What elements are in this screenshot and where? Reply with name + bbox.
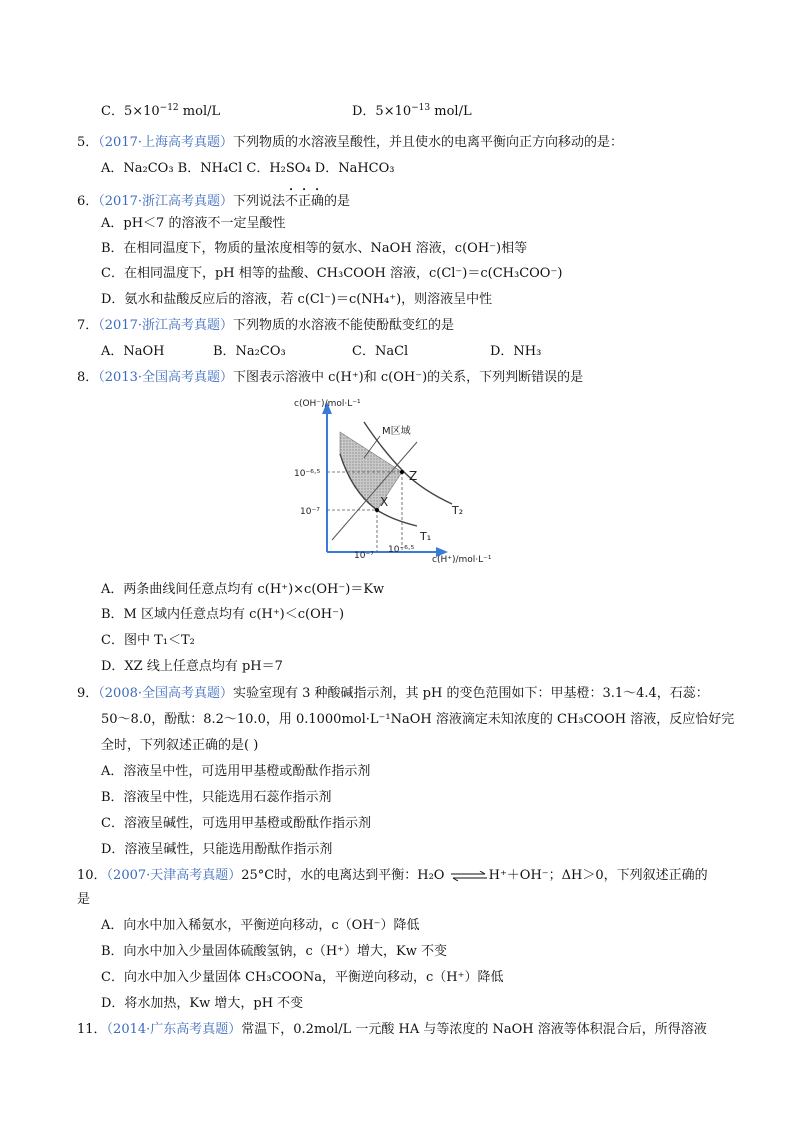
m-region — [340, 432, 402, 510]
q4-option-c: C．$5\times 10^{-12}$ mol/L — [101, 103, 221, 119]
question-9-option-d: D．溶液呈碱性，只能选用酚酞作指示剂 — [101, 842, 333, 857]
question-9-stem: 9．（2008·全国高考真题）实验室现有 3 种酸碱指示剂，其 pH 的变色范围如下：甲基橙：3.1～4.4，石蕊： — [77, 686, 709, 701]
curve-t1-label: T₁ — [420, 530, 432, 543]
question-10-option-a: A．向水中加入稀氨水，平衡逆向移动，c（OH⁻）降低 — [101, 918, 420, 933]
question-10-option-d: D．将水加热，Kw 增大，pH 不变 — [101, 996, 304, 1011]
question-11-stem: 11．（2014·广东高考真题）常温下，0.2mol/L 一元酸 HA 与等浓度的 NaOH 溶液等体积混合后，所得溶液 — [77, 1022, 707, 1037]
x-axis-label: c(H⁺)/mol·L⁻¹ — [432, 555, 492, 565]
question-10-stem: 10．（2007·天津高考真题）25°C时，水的电离达到平衡：H₂O H⁺＋OH⁻；ΔH＞0，下列叙述正确的 — [77, 868, 708, 883]
point-z-label: Z — [409, 469, 418, 483]
question-9-stem-line2: 50～8.0，酚酞：8.2～10.0，用 0.1000mol·L⁻¹NaOH 溶液滴定未知浓度的 CH₃COOH 溶液，反应恰好完 — [101, 712, 735, 727]
question-7-option-a: A．NaOH — [101, 344, 165, 359]
question-5-stem: 5．（2017·上海高考真题）下列物质的水溶液呈酸性，并且使水的电离平衡向正方向移动的是： — [77, 135, 624, 150]
question-10-option-c: C．向水中加入少量固体 CH₃COONa，平衡逆向移动，c（H⁺）降低 — [101, 970, 504, 985]
question-7-stem: 7．（2017·浙江高考真题）下列物质的水溶液不能使酚酞变红的是 — [77, 318, 455, 333]
point-x-label: X — [380, 495, 389, 509]
curve-t2-label: T₂ — [452, 504, 464, 517]
equilibrium-arrows-icon — [449, 871, 489, 881]
point-x — [375, 508, 379, 512]
question-7-option-c: C．NaCl — [352, 344, 409, 359]
ion-product-diagram — [292, 392, 512, 570]
question-6-stem: 6．（2017·浙江高考真题）下列说法不正确的是 — [77, 194, 351, 209]
question-7-option-b: B．Na₂CO₃ — [213, 344, 286, 359]
question-9-option-a: A．溶液呈中性，可选用甲基橙或酚酞作指示剂 — [101, 764, 371, 779]
y-axis-label: c(OH⁻)/mol·L⁻¹ — [294, 399, 361, 409]
question-9-option-c: C．溶液呈碱性，可选用甲基橙或酚酞作指示剂 — [101, 816, 371, 831]
question-10-option-b: B．向水中加入少量固体硫酸氢钠，c（H⁺）增大，Kw 不变 — [101, 944, 448, 959]
point-z — [400, 470, 404, 474]
question-5-options: A．Na₂CO₃ B．NH₄Cl C．H₂SO₄ D．NaHCO₃ — [101, 161, 395, 176]
question-8-option-c: C．图中 T₁＜T₂ — [101, 633, 195, 648]
question-9-option-b: B．溶液呈中性，只能选用石蕊作指示剂 — [101, 790, 332, 805]
m-region-label: M区域 — [382, 426, 411, 437]
question-10-stem-cont: 是 — [77, 892, 91, 907]
question-6-option-a: A．pH＜7 的溶液不一定呈酸性 — [101, 216, 286, 231]
q4-option-d: D．$5\times 10^{-13}$ mol/L — [352, 103, 472, 119]
question-6-option-d: D．氨水和盐酸反应后的溶液，若 c(Cl⁻)＝c(NH₄⁺)，则溶液呈中性 — [101, 292, 493, 307]
question-6-option-b: B．在相同温度下，物质的量浓度相等的氨水、NaOH 溶液，c(OH⁻)相等 — [101, 241, 528, 256]
y-tick-1: 10⁻⁶·⁵ — [294, 469, 321, 479]
question-8-option-d: D．XZ 线上任意点均有 pH＝7 — [101, 659, 283, 674]
question-8-option-b: B．M 区域内任意点均有 c(H⁺)＜c(OH⁻) — [101, 607, 345, 622]
question-6-option-c: C．在相同温度下，pH 相等的盐酸、CH₃COOH 溶液，c(Cl⁻)＝c(CH₃COO⁻) — [101, 266, 563, 281]
question-8-stem: 8．（2013·全国高考真题）下图表示溶液中 c(H⁺)和 c(OH⁻)的关系，下列判断错误的是 — [77, 370, 584, 385]
question-7-option-d: D．NH₃ — [490, 344, 542, 359]
question-9-stem-line3: 全时，下列叙述正确的是( ) — [101, 738, 259, 753]
x-tick-2: 10⁻⁶·⁵ — [388, 545, 415, 555]
y-tick-2: 10⁻⁷ — [300, 507, 320, 517]
question-8-option-a: A．两条曲线间任意点均有 c(H⁺)×c(OH⁻)＝Kw — [101, 582, 385, 597]
x-tick-1: 10⁻⁷ — [354, 551, 374, 561]
